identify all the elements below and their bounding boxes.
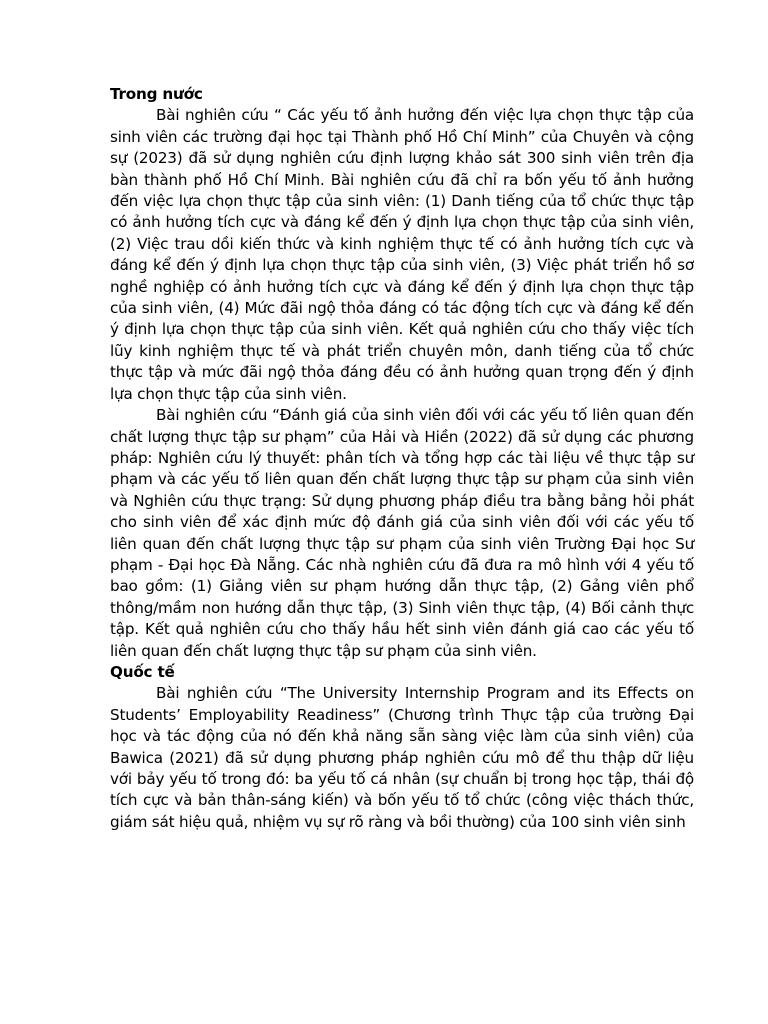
section-heading: Trong nước — [110, 85, 203, 103]
paragraph: Bài nghiên cứu “ Các yếu tố ảnh hưởng đến việc lựa chọn thực tập của sinh viên các trường đại học tại Thành phố Hồ Chí Minh” của Chuyên và cộng sự (2023) đã sử dụng nghiên cứu định lượng khảo sát 300 sinh viên trên địa bàn thành phố Hồ Chí Minh. Bài nghiên cứu đã chỉ ra bốn yếu tố ảnh hưởng đến việc lựa chọn thực tập của sinh viên: (1) Danh tiếng của tổ chức thực tập có ảnh hưởng tích cực và đáng kể đến ý định lựa chọn thực tập của sinh viên, (2) Việc trau dồi kiến thức và kinh nghiệm thực tế có ảnh hưởng tích cực và đáng kể đến ý định lựa chọn thực tập của sinh viên, (3) Việc phát triển hồ sơ nghề nghiệp có ảnh hưởng tích cực và đáng kể đến ý định lựa chọn thực tập của sinh viên, (4) Mức đãi ngộ thỏa đáng có tác động tích cực và đáng kể đến ý định lựa chọn thực tập của sinh viên. Kết quả nghiên cứu cho thấy việc tích lũy kinh nghiệm thực tế và phát triển chuyên môn, danh tiếng của tổ chức thực tập và mức đãi ngộ thỏa đáng đều có ảnh hưởng quan trọng đến ý định lựa chọn thực tập của sinh viên. — [110, 106, 694, 403]
section-heading: Quốc tế — [110, 662, 175, 681]
section-international — [110, 662, 694, 833]
section-domestic — [110, 84, 694, 662]
paragraph: Bài nghiên cứu “The University Internship Program and its Effects on Students’ Employability Readiness” (Chương trình Thực tập của trường Đại học và tác động của nó đến khả năng sẵn sàng việc làm của sinh viên) của Bawica (2021) đã sử dụng phương pháp nghiên cứu mô để thu thập dữ liệu với bảy yếu tố trong đó: ba yếu tố cá nhân (sự chuẩn bị trong học tập, thái độ tích cực và bản thân-sáng kiến) và bốn yếu tố tổ chức (công việc thách thức, giám sát hiệu quả, nhiệm vụ sự rõ ràng và bồi thường) của 100 sinh viên sinh — [110, 684, 694, 831]
paragraph: Bài nghiên cứu “Đánh giá của sinh viên đối với các yếu tố liên quan đến chất lượng thực tập sư phạm” của Hải và Hiền (2022) đã sử dụng các phương pháp: Nghiên cứu lý thuyết: phân tích và tổng hợp các tài liệu về thực tập sư phạm và các yếu tố liên quan đến chất lượng thực tập sư phạm của sinh viên và Nghiên cứu thực trạng: Sử dụng phương pháp điều tra bằng bảng hỏi phát cho sinh viên để xác định mức độ đánh giá của sinh viên đối với các yếu tố liên quan đến chất lượng thực tập sư phạm của sinh viên Trường Đại học Sư phạm - Đại học Đà Nẵng. Các nhà nghiên cứu đã đưa ra mô hình với 4 yếu tố bao gồm: (1) Giảng viên sư phạm hướng dẫn thực tập, (2) Gảng viên phổ thông/mầm non hướng dẫn thực tập, (3) Sinh viên thực tập, (4) Bối cảnh thực tập. Kết quả nghiên cứu cho thấy hầu hết sinh viên đánh giá cao các yếu tố liên quan đến chất lượng thực tập sư phạm của sinh viên. — [110, 406, 694, 660]
document-page — [110, 84, 694, 833]
